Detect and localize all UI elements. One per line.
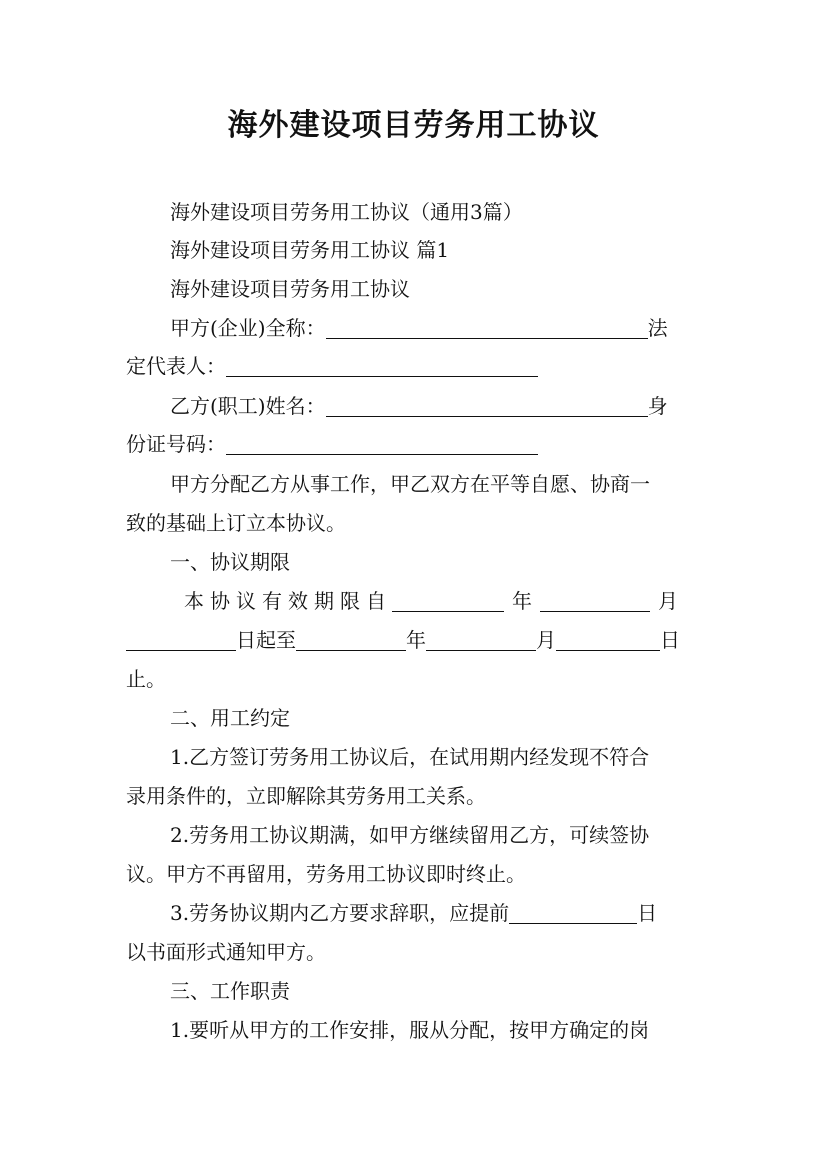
s2-item-2-line-2: 议。甲方不再留用，劳务用工协议即时终止。: [126, 862, 526, 886]
section-2-heading: 二、用工约定: [170, 706, 290, 730]
party-b-tail: 身: [647, 394, 668, 418]
s2-item-1-line-2: 录用条件的，立即解除其劳务用工关系。: [126, 784, 486, 808]
s2-item-2-line-1: 2.劳务用工协议期满，如甲方继续留用乙方，可续签协: [170, 823, 650, 847]
start-day-blank[interactable]: [126, 630, 236, 651]
legal-rep-line: [126, 352, 538, 380]
doc-name: 海外建设项目劳务用工协议: [170, 277, 410, 301]
start-month-label: 月: [658, 589, 678, 613]
start-month-blank[interactable]: [540, 591, 650, 612]
section-1-heading: 一、协议期限: [170, 550, 290, 574]
start-year-label: 年: [512, 589, 532, 613]
notice-period-label: 3.劳务协议期内乙方要求辞职，应提前: [170, 901, 510, 925]
party-a-tail: 法: [647, 316, 668, 340]
legal-rep-blank[interactable]: [226, 356, 538, 377]
start-day-label: 日起至: [236, 628, 296, 652]
intro-line-2: 致的基础上订立本协议。: [126, 511, 346, 535]
party-a-line: [170, 314, 668, 342]
term-line-2: [126, 626, 680, 654]
end-day-label: 日: [660, 628, 680, 652]
id-number-label: 份证号码：: [126, 432, 226, 456]
legal-rep-label: 定代表人：: [126, 354, 226, 378]
party-b-line: [170, 392, 668, 420]
end-year-blank[interactable]: [296, 630, 406, 651]
party-a-name-blank[interactable]: [326, 318, 648, 339]
intro-line-1: 甲方分配乙方从事工作，甲乙双方在平等自愿、协商一: [170, 472, 650, 496]
document-subtitle: 海外建设项目劳务用工协议（通用3篇）: [170, 200, 523, 224]
start-year-blank[interactable]: [392, 591, 504, 612]
end-year-label: 年: [406, 628, 426, 652]
section-3-heading: 三、工作职责: [170, 979, 290, 1003]
s2-item-3-line-1: [170, 899, 657, 927]
term-line-3: 止。: [126, 667, 166, 691]
s2-item-3-line-2: 以书面形式通知甲方。: [126, 940, 326, 964]
term-line-1: [184, 587, 678, 615]
notice-days-unit: 日: [637, 901, 658, 925]
party-b-name-blank[interactable]: [326, 396, 648, 417]
s2-item-1-line-1: 1.乙方签订劳务用工协议后，在试用期内经发现不符合: [170, 745, 650, 769]
id-number-blank[interactable]: [226, 434, 538, 455]
section-heading: 海外建设项目劳务用工协议 篇1: [170, 238, 450, 262]
party-b-label: 乙方(职工)姓名：: [170, 394, 326, 418]
end-month-blank[interactable]: [426, 630, 536, 651]
end-day-blank[interactable]: [556, 630, 660, 651]
term-start-label: 本协议有效期限自: [184, 589, 392, 613]
end-month-label: 月: [536, 628, 556, 652]
id-number-line: [126, 430, 538, 458]
s3-item-1-line-1: 1.要听从甲方的工作安排，服从分配，按甲方确定的岗: [170, 1018, 650, 1042]
notice-days-blank[interactable]: [509, 903, 637, 924]
document-title: 海外建设项目劳务用工协议: [227, 108, 600, 143]
party-a-label: 甲方(企业)全称：: [170, 316, 326, 340]
